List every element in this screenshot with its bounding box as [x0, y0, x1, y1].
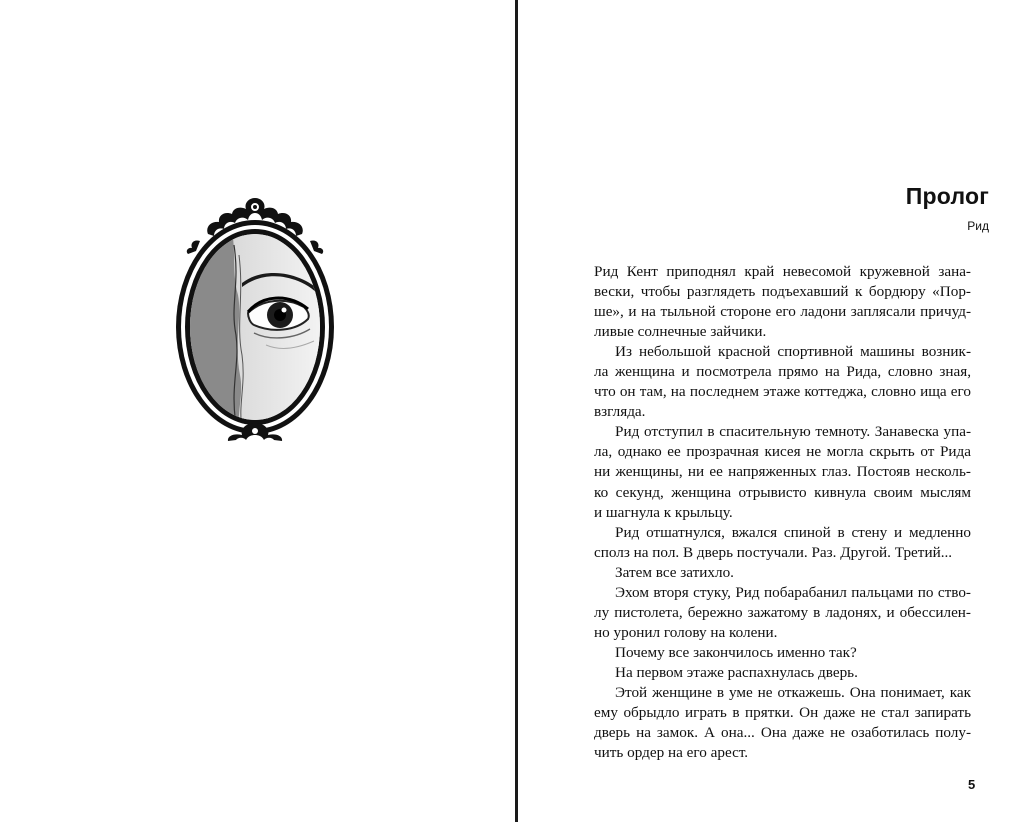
- text-line: чить ордер на его арест.: [594, 744, 749, 762]
- text-line: сполз на пол. В дверь постучали. Раз. Другой. Третий...: [594, 543, 953, 561]
- text-line: что он там, на последнем этаже коттеджа, словно ища его: [594, 383, 971, 401]
- text-line: ему обрыдло играть в прятки. Он даже не стал запирать: [594, 704, 971, 722]
- text-line: ла, однако ее прозрачная кисея не могла скрыть от Рида: [594, 443, 971, 461]
- text-line: ко секунд, женщина отрывисто кивнула своим мыслям: [594, 483, 971, 501]
- text-line: и шагнула к крыльцу.: [594, 503, 733, 521]
- paragraph: [594, 523, 971, 563]
- text-line: Из небольшой красной спортивной машины возник-: [615, 343, 971, 361]
- paragraph: [594, 583, 971, 643]
- text-line: Этой женщине в уме не откажешь. Она понимает, как: [615, 683, 971, 701]
- text-line: Эхом вторя стуку, Рид побарабанил пальцами по ство-: [615, 583, 971, 601]
- book-spine: [512, 0, 522, 822]
- left-page: [0, 0, 512, 822]
- text-line: ливые солнечные зайчики.: [594, 323, 767, 341]
- text-line: ни женщины, ни ее напряженных глаз. Постояв несколь-: [594, 463, 971, 481]
- paragraph: [594, 342, 971, 422]
- text-line: Затем все затихло.: [615, 563, 734, 581]
- text-line: дверь на замок. А она... Она даже не озаботилась полу-: [594, 724, 971, 742]
- text-line: лу пистолета, бережно зажатому в ладонях, и обессилен-: [594, 603, 971, 621]
- chapter-subtitle: Рид: [967, 219, 989, 233]
- ornate-mirror-illustration: [170, 195, 340, 445]
- page-number: 5: [968, 777, 976, 792]
- text-line: На первом этаже распахнулась дверь.: [615, 663, 858, 681]
- text-line: Рид Кент приподнял край невесомой кружевной зана-: [594, 263, 971, 280]
- text-line: ла женщина и посмотрела прямо на Рида, словно зная,: [594, 363, 971, 381]
- paragraph: [594, 422, 971, 522]
- paragraph: [594, 643, 971, 663]
- text-line: Рид отступил в спасительную темноту. Занавеска упа-: [615, 423, 971, 441]
- text-line: ше», и на тыльной стороне его ладони заплясали причуд-: [594, 303, 971, 321]
- text-line: но уронил голову на колени.: [594, 623, 778, 641]
- text-line: взгляда.: [594, 403, 646, 421]
- body-text: [594, 262, 971, 763]
- text-line: Почему все закончилось именно так?: [615, 643, 857, 661]
- text-line: Рид отшатнулся, вжался спиной в стену и медленно: [615, 523, 971, 541]
- chapter-title: Пролог: [905, 183, 989, 209]
- paragraph: [594, 262, 971, 342]
- paragraph: [594, 563, 971, 583]
- paragraph: [594, 683, 971, 763]
- paragraph: [594, 663, 971, 683]
- text-line: вески, чтобы разглядеть подъехавший к бордюру «Пор-: [594, 283, 971, 301]
